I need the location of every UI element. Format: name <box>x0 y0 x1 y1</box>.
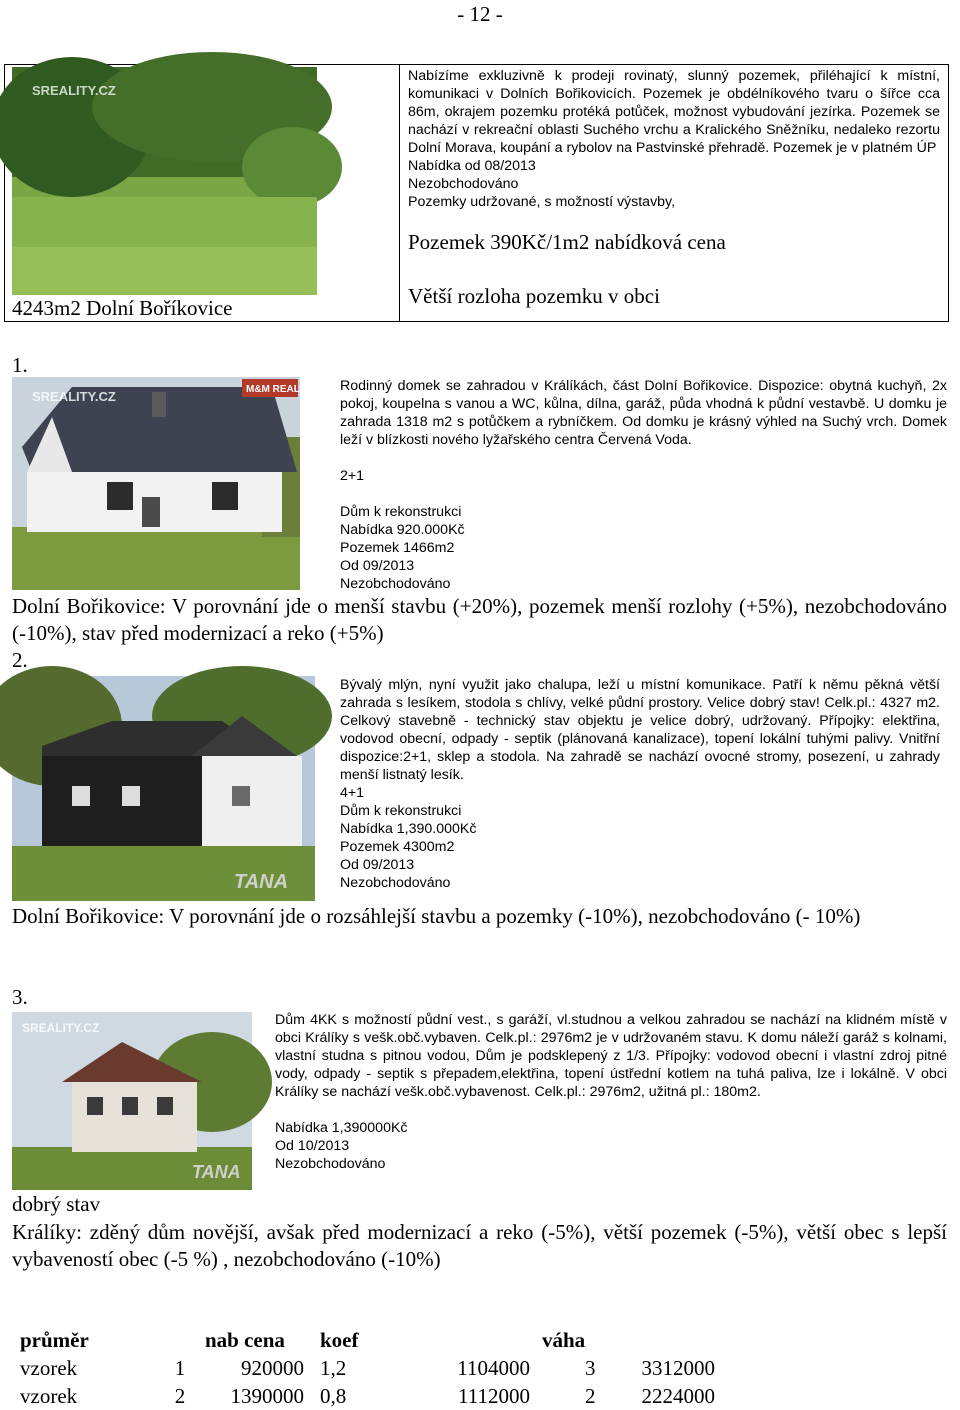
row-vaha: 2 <box>585 1383 596 1408</box>
summary-table <box>20 1326 715 1410</box>
listing-0-text <box>408 67 940 211</box>
listing-1-number: 1. <box>12 353 28 377</box>
listing-3-verdict: Králíky: zděný dům novější, avšak před modernizací a reko (-5%), větší pozemek (-5%), větší obec s lepší vybaveností obec (-5 %) , nezobchodováno (-10%) <box>12 1220 947 1271</box>
listing-3-line-1: Nabídka 1,390000Kč <box>275 1120 408 1136</box>
row-n: 2 <box>174 1383 186 1408</box>
row-koef: 0,8 <box>320 1383 347 1408</box>
row-label: vzorek <box>20 1383 78 1408</box>
listing-2-line-4: Pozemek 4300m2 <box>340 839 455 855</box>
listing-2-line-2: Dům k rekonstrukci <box>340 803 462 819</box>
listing-2-verdict: Dolní Bořikovice: V porovnání jde o rozsáhlejší stavbu a pozemky (-10%), nezobchodováno (- 10%) <box>12 904 861 928</box>
listing-1-line-3: Dům k rekonstrukci <box>340 504 462 520</box>
listing-2-line-6: Nezobchodováno <box>340 875 451 891</box>
listing-3-condition: dobrý stav <box>12 1192 101 1216</box>
land-photo <box>12 67 317 295</box>
sreality-watermark: SREALITY.CZ <box>22 1021 100 1035</box>
listing-2-description: Bývalý mlýn, nyní využit jako chalupa, leží u místní komunikace. Patří k němu pěkná větší zahrada s lesíkem, stodola s chlívy, velké půdní prostory. Velice dobrý stav! Celk.pl.: 4327 m2. Celkový stavebně - technický stav objektu je velice dobrý, udržovaný. Přípojky: elektřina, vodovod obecní, odpady - septik (plánovaná kanalizace), topení lokální tuhými palivy. Vnitřní dispozice:2+1, sklep a stodola. Na zahradě se nachází ovocné stromy, posezení, u zahrady menší listnatý lesík. <box>340 677 940 783</box>
tana-watermark: TANA <box>234 871 289 893</box>
sreality-watermark: SREALITY.CZ <box>32 389 116 404</box>
row-price: 1390000 <box>230 1383 304 1408</box>
row-weighted: 1112000 <box>458 1383 530 1408</box>
row-price: 920000 <box>241 1355 304 1380</box>
listing-0-description: Nabízíme exkluzivně k prodeji rovinatý, slunný pozemek, přiléhající k místní, komunikaci v Dolních Bořikovicích. Pozemek je obdélníkového tvaru o šířce cca 86m, okrajem pozemku protéká potůček, možnost vybudování jezírka. Pozemek se nachází v rekreační oblasti Suchého vrchu a Kralického Sněžníku, nedaleko rezortu Dolní Morava, koupání a rybolov na Pastvinské přehradě. Pozemek je v platném ÚP <box>408 68 940 156</box>
page-number: - 12 - <box>457 2 503 26</box>
listing-1-description: Rodinný domek se zahradou v Králíkách, část Dolní Bořikovice. Dispozice: obytná kuchyň, 2x pokoj, koupelna s vanou a WC, kůlna, dílna, garáž, půda vhodná k půdní vestavbě. U domku je zahrada 1318 m2 s potůčkem a rybníčkem. Od domku je krásný výhled na Suchý vrch. Domek leží v blízkosti nového lyžařského centra Červená Voda. <box>340 378 947 448</box>
row-n: 1 <box>174 1355 186 1380</box>
row-total: 2224000 <box>641 1383 715 1408</box>
listing-1-line-5: Pozemek 1466m2 <box>340 540 455 556</box>
listing-1-line-2 <box>340 485 947 503</box>
table-row <box>20 1382 715 1410</box>
listing-2-number: 2. <box>12 648 28 672</box>
listing-1-line-7: Nezobchodováno <box>340 576 451 592</box>
listing-2-line-1: 4+1 <box>340 785 365 801</box>
header-koef: koef <box>320 1327 359 1352</box>
header-prumer: průměr <box>20 1327 89 1352</box>
box-divider <box>399 65 400 321</box>
row-total: 3312000 <box>641 1355 715 1380</box>
house-2-photo <box>12 676 315 901</box>
listing-2-line-5: Od 09/2013 <box>340 857 415 873</box>
sreality-watermark: SREALITY.CZ <box>32 83 116 98</box>
listing-1-line-4: Nabídka 920.000Kč <box>340 522 465 538</box>
header-vaha: váha <box>542 1327 586 1352</box>
listing-0-line-2: Nezobchodováno <box>408 176 519 192</box>
listing-2-text <box>340 676 940 892</box>
house-3-photo <box>12 1012 252 1190</box>
tana-watermark: TANA <box>192 1162 241 1182</box>
mm-reality-watermark: M&M REALITY <box>246 384 316 395</box>
listing-3-number: 3. <box>12 985 28 1009</box>
listing-1-line-6: Od 09/2013 <box>340 558 415 574</box>
listing-0-line-1: Nabídka od 08/2013 <box>408 158 536 174</box>
listing-1-text <box>340 377 947 593</box>
listing-1-line-1: 2+1 <box>340 468 365 484</box>
listing-3-text <box>275 1011 947 1173</box>
row-vaha: 3 <box>585 1355 596 1380</box>
listing-3-line-3: Nezobchodováno <box>275 1156 386 1172</box>
listing-3-line-2: Od 10/2013 <box>275 1138 350 1154</box>
listing-0-note: Větší rozloha pozemku v obci <box>408 284 660 308</box>
house-1-photo <box>12 377 316 590</box>
header-nab-cena: nab cena <box>205 1327 285 1352</box>
row-label: vzorek <box>20 1355 78 1380</box>
listing-1-verdict: Dolní Bořikovice: V porovnání jde o menší stavbu (+20%), pozemek menší rozlohy (+5%), nezobchodováno (-10%), stav před modernizací a reko (+5%) <box>12 594 947 645</box>
row-koef: 1,2 <box>320 1355 347 1380</box>
row-weighted: 1104000 <box>457 1355 530 1380</box>
table-header <box>20 1326 715 1354</box>
listing-0-caption: 4243m2 Dolní Boříkovice <box>12 296 233 320</box>
table-row <box>20 1354 715 1382</box>
listing-0-line-3: Pozemky udržované, s možností výstavby, <box>408 194 676 210</box>
listing-0-price: Pozemek 390Kč/1m2 nabídková cena <box>408 230 726 254</box>
listing-2-line-3: Nabídka 1,390.000Kč <box>340 821 477 837</box>
listing-3-description: Dům 4KK s možností půdní vest., s garáží, vl.studnou a velkou zahradou se nachází na klidném místě v obci Králíky s vešk.obč.vybaven. Celk.pl.: 2976m2 je v udržovaném stavu. K domu náleží garáž s kolnami, vlastní studna s pitnou vodou, Dům je podsklepený z 1/3. Přípojky: vodovod obecní i vlastní zdroj pitné vody, odpady - septik s přepadem,elektřina, topení ústřední kotlem na tuhá paliva, lze i lokálně. V obci Králíky se nachází vešk.obč.vybavenost. Celk.pl.: 2976m2, užitná pl.: 180m2. <box>275 1012 947 1100</box>
